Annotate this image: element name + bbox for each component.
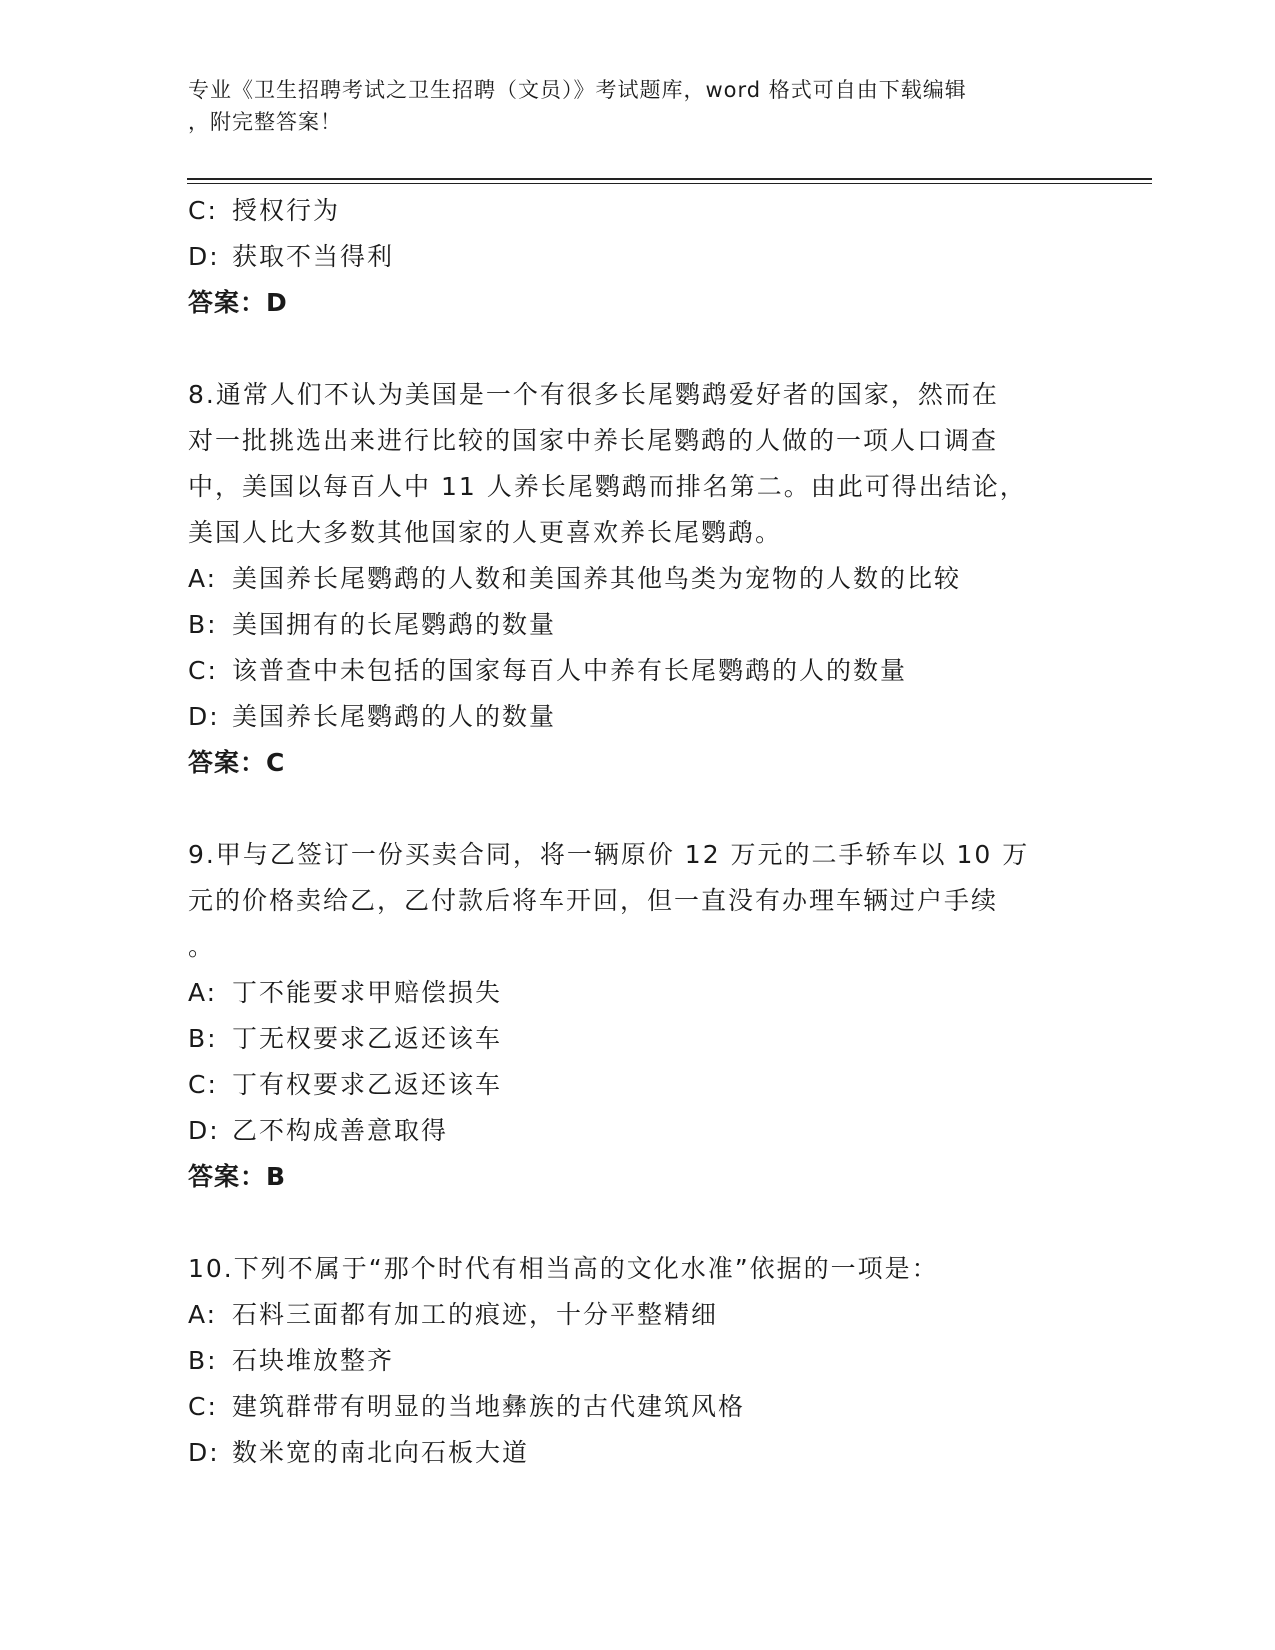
answer-line: 答案：B xyxy=(188,1162,287,1191)
option-b xyxy=(188,602,1068,648)
option-letter: B: xyxy=(188,610,218,639)
option-text: 数米宽的南北向石板大道 xyxy=(232,1438,530,1467)
option-text: 丁不能要求甲赔偿损失 xyxy=(232,978,503,1007)
option-letter: C: xyxy=(188,196,218,225)
option-c xyxy=(188,188,1068,234)
option-d xyxy=(188,1430,1068,1476)
option-c xyxy=(188,1384,1068,1430)
option-a xyxy=(188,1292,1068,1338)
header-line-1: 专业《卫生招聘考试之卫生招聘（文员）》考试题库，word 格式可自由下载编辑 xyxy=(188,78,967,102)
question-text-line: 对一批挑选出来进行比较的国家中养长尾鹦鹉的人做的一项人口调查 xyxy=(188,426,999,455)
answer-line: 答案：C xyxy=(188,748,286,777)
option-b xyxy=(188,1338,1068,1384)
question-text-line: 中，美国以每百人中 11 人养长尾鹦鹉而排名第二。由此可得出结论， xyxy=(188,472,1027,501)
header-divider-thin xyxy=(187,183,1152,184)
option-letter: C: xyxy=(188,1392,218,1421)
option-text: 乙不构成善意取得 xyxy=(232,1116,449,1145)
option-text: 美国养长尾鹦鹉的人的数量 xyxy=(232,702,557,731)
question-text-line: 美国人比大多数其他国家的人更喜欢养长尾鹦鹉。 xyxy=(188,518,783,547)
option-letter: D: xyxy=(188,242,220,271)
option-letter: A: xyxy=(188,1300,218,1329)
option-c xyxy=(188,1062,1068,1108)
header-divider xyxy=(187,178,1152,180)
option-text: 石块堆放整齐 xyxy=(232,1346,395,1375)
option-text: 美国拥有的长尾鹦鹉的数量 xyxy=(232,610,557,639)
option-letter: D: xyxy=(188,1438,220,1467)
option-letter: D: xyxy=(188,702,220,731)
option-letter: C: xyxy=(188,1070,218,1099)
document-header xyxy=(188,74,1068,138)
question-text-line: 9.甲与乙签订一份买卖合同，将一辆原价 12 万元的二手轿车以 10 万 xyxy=(188,840,1030,869)
option-letter: A: xyxy=(188,978,218,1007)
question-text-line: 。 xyxy=(188,932,216,961)
option-a xyxy=(188,556,1068,602)
option-text: 授权行为 xyxy=(232,196,341,225)
option-a xyxy=(188,970,1068,1016)
option-d xyxy=(188,694,1068,740)
question-text-line: 10.下列不属于“那个时代有相当高的文化水准”依据的一项是： xyxy=(188,1254,939,1283)
option-d xyxy=(188,234,1068,280)
question-10 xyxy=(188,1246,1068,1476)
spacer xyxy=(188,1200,1068,1246)
question-8 xyxy=(188,372,1068,786)
option-text: 丁有权要求乙返还该车 xyxy=(232,1070,503,1099)
header-line-2: ，附完整答案！ xyxy=(188,110,342,134)
question-text-line: 元的价格卖给乙，乙付款后将车开回，但一直没有办理车辆过户手续 xyxy=(188,886,999,915)
option-text: 石料三面都有加工的痕迹，十分平整精细 xyxy=(232,1300,719,1329)
option-letter: B: xyxy=(188,1346,218,1375)
spacer xyxy=(188,326,1068,372)
option-d xyxy=(188,1108,1068,1154)
option-letter: D: xyxy=(188,1116,220,1145)
option-text: 丁无权要求乙返还该车 xyxy=(232,1024,503,1053)
spacer xyxy=(188,786,1068,832)
option-letter: C: xyxy=(188,656,218,685)
option-text: 美国养长尾鹦鹉的人数和美国养其他鸟类为宠物的人数的比较 xyxy=(232,564,962,593)
option-letter: A: xyxy=(188,564,218,593)
option-letter: B: xyxy=(188,1024,218,1053)
option-b xyxy=(188,1016,1068,1062)
answer-line: 答案：D xyxy=(188,288,288,317)
option-text: 获取不当得利 xyxy=(232,242,395,271)
question-9 xyxy=(188,832,1068,1200)
question-7-tail xyxy=(188,188,1068,326)
option-text: 该普查中未包括的国家每百人中养有长尾鹦鹉的人的数量 xyxy=(232,656,908,685)
option-c xyxy=(188,648,1068,694)
document-body xyxy=(188,188,1068,1476)
option-text: 建筑群带有明显的当地彝族的古代建筑风格 xyxy=(232,1392,746,1421)
question-text-line: 8.通常人们不认为美国是一个有很多长尾鹦鹉爱好者的国家，然而在 xyxy=(188,380,999,409)
